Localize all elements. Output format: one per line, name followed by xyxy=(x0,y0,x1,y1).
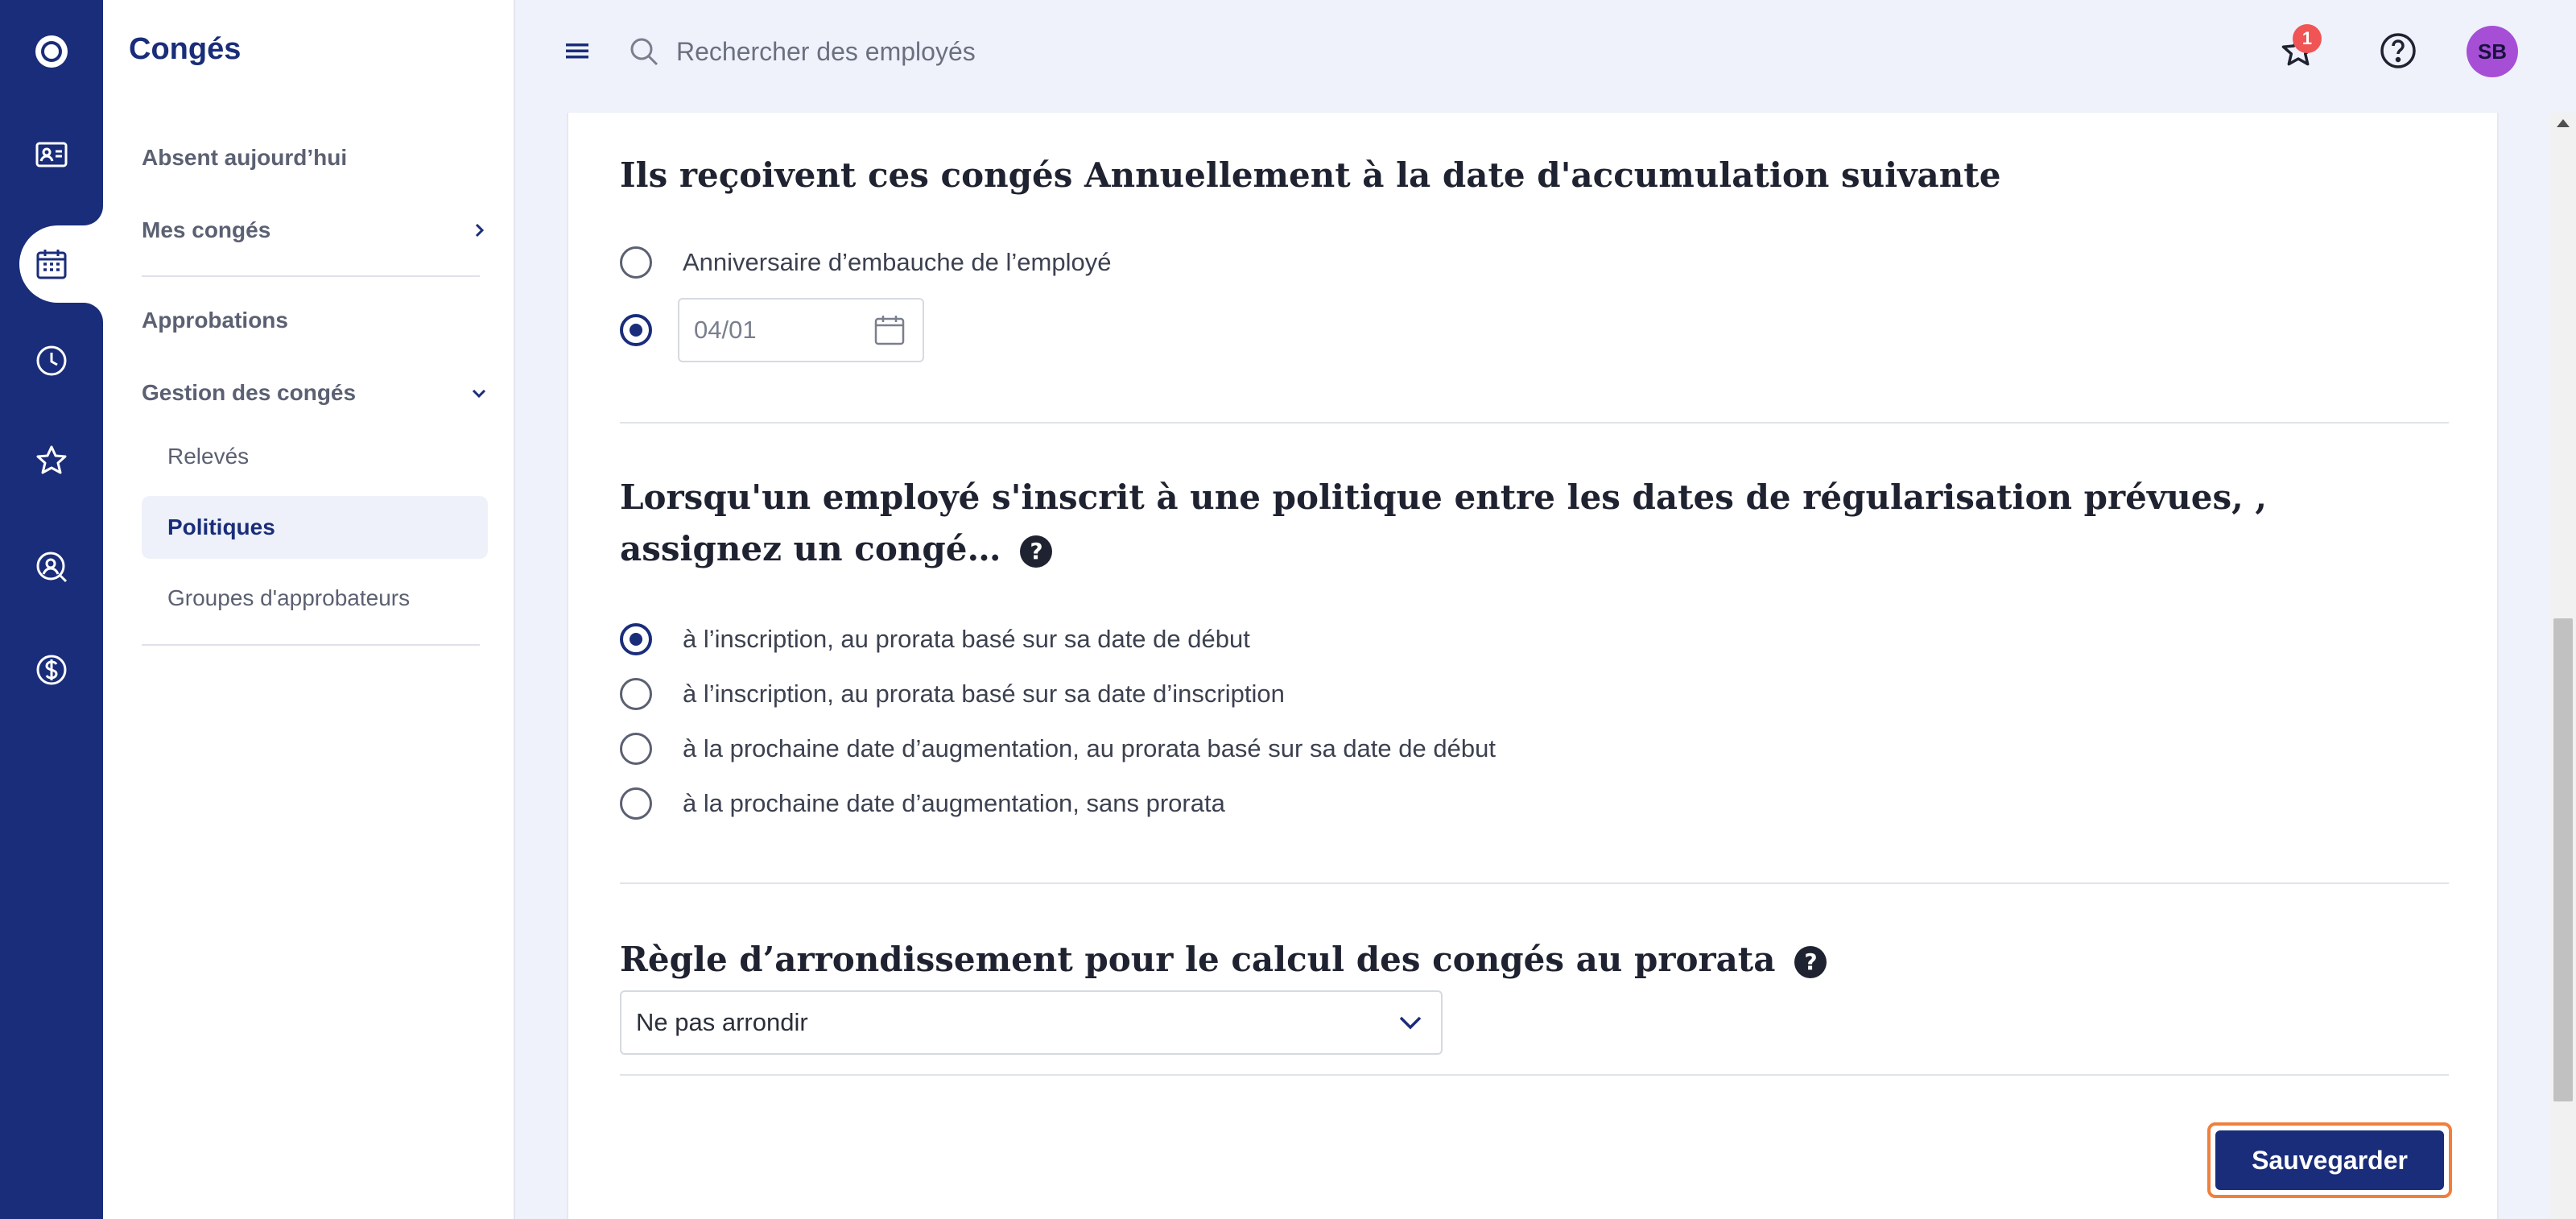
user-avatar[interactable]: SB xyxy=(2467,26,2518,77)
rail-notch xyxy=(84,206,103,225)
calendar-icon[interactable] xyxy=(871,312,908,349)
radio-label: à la prochaine date d’augmentation, au prorata basé sur sa date de début xyxy=(683,734,1496,762)
radio-button[interactable] xyxy=(620,246,652,279)
sidebar-item-my-time-off[interactable] xyxy=(142,217,488,243)
question-circle-icon xyxy=(2379,31,2417,70)
radio-option-anniversary[interactable] xyxy=(620,246,1111,279)
chevron-down-icon xyxy=(470,384,488,402)
radio-button-checked[interactable] xyxy=(620,314,652,346)
calendar-icon xyxy=(34,246,69,282)
rail-directory[interactable] xyxy=(0,116,103,193)
sidebar-subitem-label: Politiques xyxy=(167,514,275,539)
sidebar-subitem-approver-groups[interactable] xyxy=(142,567,488,630)
sidebar-item-time-off-management[interactable] xyxy=(142,380,488,406)
radio-label: à la prochaine date d’augmentation, sans prorata xyxy=(683,789,1225,817)
accrual-date-heading: Ils reçoivent ces congés Annuellement à la date d'accumulation suivante xyxy=(620,155,2001,195)
section-divider xyxy=(620,1074,2449,1076)
app-logo[interactable] xyxy=(0,13,103,90)
rounding-heading-text: Règle d’arrondissement pour le calcul des congés au prorata xyxy=(620,940,1776,979)
rail-performance[interactable] xyxy=(0,422,103,499)
radio-button-checked[interactable] xyxy=(620,623,652,655)
enrollment-heading-text: Lorsqu'un employé s'inscrit à une politique entre les dates de régularisation prévues, , assignez un congé… xyxy=(620,477,2268,568)
notification-badge: 1 xyxy=(2293,24,2322,53)
radio-label: à l’inscription, au prorata basé sur sa date d’inscription xyxy=(683,680,1285,708)
sidebar-subitem-statements[interactable] xyxy=(142,425,488,488)
id-card-icon xyxy=(34,137,69,172)
chevron-right-icon xyxy=(470,221,488,239)
sidebar-divider xyxy=(142,275,480,277)
logo-icon xyxy=(34,34,69,69)
radio-option-prorata-enrollment[interactable] xyxy=(620,678,1285,710)
radio-option-prorata-start[interactable] xyxy=(620,623,1250,655)
sidebar-subitem-label: Relevés xyxy=(167,444,250,469)
accrual-date-field[interactable] xyxy=(678,298,924,362)
rail-time-off[interactable] xyxy=(19,225,103,303)
rail-time-tracking[interactable] xyxy=(0,322,103,399)
help-icon[interactable]: ? xyxy=(1794,946,1827,978)
radio-button[interactable] xyxy=(620,678,652,710)
section-divider xyxy=(620,422,2449,424)
date-value: 04/01 xyxy=(694,316,757,344)
search-icon xyxy=(628,35,660,68)
hamburger-menu-icon[interactable] xyxy=(564,37,591,64)
rail-payroll[interactable] xyxy=(0,631,103,709)
help-button[interactable] xyxy=(2376,29,2420,72)
sidebar xyxy=(103,0,515,1219)
radio-label: à l’inscription, au prorata basé sur sa date de début xyxy=(683,625,1250,653)
save-button[interactable]: Sauvegarder xyxy=(2215,1130,2444,1190)
select-value: Ne pas arrondir xyxy=(636,1008,808,1036)
sidebar-subitem-label: Groupes d'approbateurs xyxy=(167,585,411,610)
sidebar-title: Congés xyxy=(129,32,242,66)
policy-settings-card xyxy=(567,113,2499,1219)
sidebar-item-label: Approbations xyxy=(142,308,288,333)
sidebar-item-label: Mes congés xyxy=(142,217,271,242)
top-bar xyxy=(515,0,2576,105)
scrollbar-thumb[interactable] xyxy=(2553,618,2573,1101)
chevron-down-icon xyxy=(1394,1006,1426,1039)
rail-notch xyxy=(84,303,103,322)
scroll-up-arrow[interactable] xyxy=(2557,119,2570,127)
sidebar-item-label: Gestion des congés xyxy=(142,380,357,405)
radio-button[interactable] xyxy=(620,787,652,820)
radio-button[interactable] xyxy=(620,733,652,765)
sidebar-item-absent-today[interactable] xyxy=(142,145,488,171)
rounding-select[interactable] xyxy=(620,990,1443,1055)
radio-option-next-increase-no-prorata[interactable] xyxy=(620,787,1225,820)
search-input[interactable] xyxy=(676,29,1401,74)
sidebar-subitem-policies[interactable] xyxy=(142,496,488,559)
save-button-focus-ring xyxy=(2207,1122,2452,1198)
sidebar-item-approvals[interactable] xyxy=(142,308,488,333)
clock-icon xyxy=(34,343,69,378)
star-icon xyxy=(34,443,69,478)
rail-recruiting[interactable] xyxy=(0,528,103,605)
radio-label: Anniversaire d’embauche de l’employé xyxy=(683,248,1112,276)
person-search-icon xyxy=(34,549,69,585)
dollar-icon xyxy=(34,652,69,688)
section-divider xyxy=(620,882,2449,884)
rounding-heading xyxy=(620,934,1827,986)
help-icon[interactable]: ? xyxy=(1020,535,1052,568)
sidebar-item-label: Absent aujourd’hui xyxy=(142,145,348,170)
radio-option-next-increase-prorata[interactable] xyxy=(620,733,1496,765)
sidebar-divider xyxy=(142,644,480,646)
app-rail xyxy=(0,0,103,1219)
enrollment-heading xyxy=(620,472,2439,575)
radio-option-fixed-date[interactable] xyxy=(620,298,924,362)
